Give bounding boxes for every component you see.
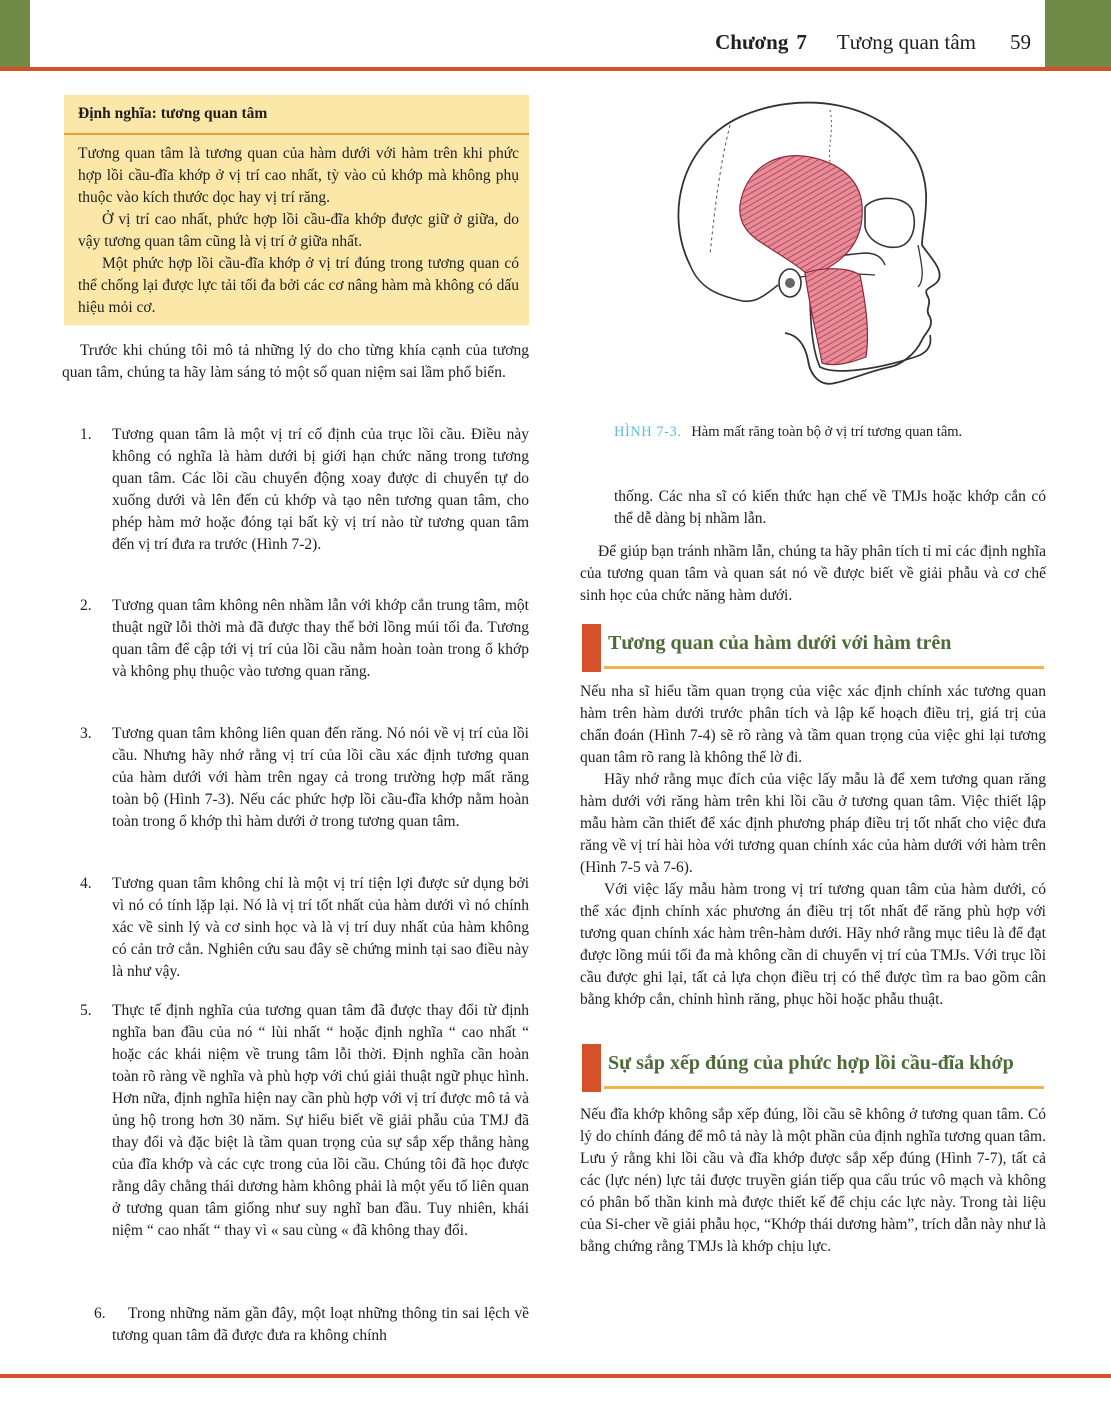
section-underline xyxy=(604,666,1044,669)
section-heading-alignment xyxy=(582,1044,1044,1092)
figure-caption-text: Hàm mất răng toàn bộ ở vị trí tương quan tâm. xyxy=(691,424,963,440)
list-item xyxy=(62,424,529,556)
section-title: Tương quan của hàm dưới với hàm trên xyxy=(608,632,952,654)
list-continuation xyxy=(614,486,1046,530)
section-paragraph: Nếu nha sĩ hiểu tầm quan trọng của việc xác định chính xác tương quan hàm trên hàm dưới trước phân tích và lập kế hoạch điều trị, giá trị của chẩn đoán (Hình 7-4) sẽ rõ ràng và tầm quan trọng của việc ghi lại tương quan tâm rõ rang là không thể lờ đi. xyxy=(580,683,1046,766)
list-text: Tương quan tâm là một vị trí cố định của trục lồi cầu. Điều này không có nghĩa là hàm dưới bị giới hạn chức năng trong tương quan tâm. Các lồi cầu chuyển động xoay được di chuyển tự do xuống dưới và lên đến củ khớp và tạo nên tương quan tâm, cho phép hàm mở hoặc đóng tại bất kỳ vị trí nào từ tương quan tâm đến vị trí đưa ra trước (Hình 7-2). xyxy=(112,426,529,553)
definition-paragraph: Tương quan tâm là tương quan của hàm dưới với hàm trên khi phức hợp lồi cầu-đĩa khớp ở vị trí cao nhất, tỳ vào củ khớp mà không phụ thuộc vào kích thước dọc hay vị trí răng. xyxy=(78,145,519,206)
section-bar xyxy=(582,1044,601,1092)
intro-paragraph: Trước khi chúng tôi mô tả những lý do cho từng khía cạnh của tương quan tâm, chúng ta hãy làm sáng tỏ một số quan niệm sai lầm phổ biến. xyxy=(62,342,529,381)
figure-caption xyxy=(614,424,1044,441)
list-number: 3. xyxy=(80,725,92,742)
right-paragraph: Để giúp bạn tránh nhầm lẫn, chúng ta hãy phân tích tỉ mỉ các định nghĩa của tương quan tâm và quan sát nó về được biết về giải phẫu và cơ chế sinh học của chức năng hàm dưới. xyxy=(580,543,1046,604)
list-text: Tương quan tâm không nên nhầm lẫn với khớp cắn trung tâm, một thuật ngữ lỗi thời mà đã được thay thế bởi lồng múi tối đa. Tương quan tâm để cập tới vị trí của lồi cầu nằm hoàn toàn trong ổ khớp và không phụ thuộc vào tương quan răng. xyxy=(112,597,529,680)
list-item xyxy=(62,1303,529,1347)
list-number: 6. xyxy=(94,1305,106,1322)
definition-body xyxy=(64,135,529,319)
corner-tab-right xyxy=(1045,0,1111,67)
skull-illustration xyxy=(660,95,960,390)
right-intro xyxy=(580,541,1046,607)
footer-rule xyxy=(0,1374,1111,1378)
section-title: Sự sắp xếp đúng của phức hợp lồi cầu-đĩa khớp xyxy=(608,1052,1014,1074)
chapter-number: 7 xyxy=(796,30,807,54)
section-paragraph: Nếu đĩa khớp không sắp xếp đúng, lồi cầu sẽ không ở tương quan tâm. Có lý do chính đáng để mô tả này là một phần của định nghĩa tương quan tâm. Lưu ý rằng khi lồi cầu và đĩa khớp được sắp xếp đúng (Hình 7-7), tất cả các (lực nén) lực tải được truyền gián tiếp qua cấu trúc vô mạch và không có phân bố thần kinh mà được thiết kế để chịu các lực này. Trong tài liệu của Si-cher về giải phẫu học, “Khớp thái dương hàm”, trích dẫn này như là bằng chứng rằng TMJs là khớp chịu lực. xyxy=(580,1106,1046,1255)
continuation-text: thống. Các nha sĩ có kiến thức hạn chế về TMJs hoặc khớp cắn có thể dễ dàng bị nhầm lẫn. xyxy=(614,488,1046,527)
section-underline xyxy=(604,1086,1044,1089)
figure-label: HÌNH 7-3. xyxy=(614,424,682,440)
list-text: Trong những năm gần đây, một loạt những thông tin sai lệch về tương quan tâm đã được đưa ra không chính xyxy=(112,1305,529,1344)
section-alignment-body xyxy=(580,1104,1046,1258)
corner-tab-left xyxy=(0,0,30,67)
definition-title: Định nghĩa: tương quan tâm xyxy=(64,95,529,135)
section-paragraph: Với việc lấy mẫu hàm trong vị trí tương quan tâm của hàm dưới, có thể xác định chính xác phương án điều trị tốt nhất để răng phù hợp với tương quan chính xác hàm trên-hàm dưới. Hãy nhớ rằng mục tiêu là để đạt được lồng múi tối đa mà không cần di chuyển vị trí của TMJs. Với trục lồi cầu được ghi lại, tất cả lựa chọn điều trị có thể được tìm ra bao gồm cân bằng khớp cắn, chỉnh hình răng, phục hồi hoặc phẫu thuật. xyxy=(580,881,1046,1008)
list-text: Tương quan tâm không chỉ là một vị trí tiện lợi được sử dụng bởi vì nó có tính lặp lại. Nó là vị trí tốt nhất của hàm dưới vì nó chính xác về sinh lý và cơ sinh học và là vị trí duy nhất của hàm không có cản trở cắn. Nghiên cứu sau đây sẽ chứng minh tại sao điều này là như vậy. xyxy=(112,875,529,980)
list-text: Thực tế định nghĩa của tương quan tâm đã được thay đổi từ định nghĩa ban đầu của nó “ lùi nhất “ hoặc định nghĩa “ cao nhất “ hoặc các khái niệm về trung tâm lỗi thời. Định nghĩa cần hoàn toàn rõ ràng về nghĩa và phù hợp với chú giải thuật ngữ phục hình. Hơn nữa, định nghĩa hiện nay cần phù hợp với vị trí được mô tả và ủng hộ trong hơn 30 năm. Sự hiểu biết về giải phẫu của TMJ đã thay đổi và đặc biệt là tầm quan trọng của sự sắp xếp thẳng hàng của đĩa khớp và các cực trong của lồi cầu. Chúng tôi đã học được rằng dây chằng thái dương hàm không phải là một yếu tố liên quan ở tương quan tâm giống như suy nghĩ ban đầu. Tuy nhiên, khái niệm “ cao nhất “ thay vì « sau cùng « đã không thay đổi. xyxy=(112,1002,529,1239)
definition-paragraph: Ở vị trí cao nhất, phức hợp lồi cầu-đĩa khớp được giữ ở giữa, do vậy tương quan tâm cũng là vị trí ở giữa nhất. xyxy=(78,211,519,250)
list-text: Tương quan tâm không liên quan đến răng. Nó nói về vị trí của lồi cầu. Nhưng hãy nhớ rằng vị trí của lồi cầu xác định tương quan của hàm dưới với hàm trên ngay cả trong trường hợp mất răng toàn bộ (Hình 7-3). Nếu các phức hợp lồi cầu-đĩa khớp nằm hoàn toàn trong ổ khớp thì hàm dưới ở trong tương quan tâm. xyxy=(112,725,529,830)
list-item xyxy=(62,723,529,833)
list-number: 5. xyxy=(80,1002,92,1019)
list-item xyxy=(62,595,529,683)
list-number: 2. xyxy=(80,597,92,614)
page-number: 59 xyxy=(1010,30,1031,54)
section-bar xyxy=(582,624,601,672)
section-paragraph: Hãy nhớ rằng mục đích của việc lấy mẫu là để xem tương quan răng hàm dưới với răng hàm trên khi lồi cầu ở tương quan tâm. Việc thiết lập mẫu hàm cần thiết để xác định phương pháp điều trị tốt nhất cho việc đưa răng về vị trí hài hòa với tương quan chính xác của hàm dưới với hàm trên (Hình 7-5 và 7-6). xyxy=(580,771,1046,876)
section-heading-relation xyxy=(582,624,1044,672)
list-number: 4. xyxy=(80,875,92,892)
definition-box xyxy=(64,95,529,325)
chapter-label: Chương xyxy=(715,30,789,54)
header-rule xyxy=(0,67,1111,71)
list-item xyxy=(62,873,529,983)
list-number: 1. xyxy=(80,426,92,443)
list-item xyxy=(62,1000,529,1242)
intro-text xyxy=(62,340,529,384)
chapter-title: Tương quan tâm xyxy=(836,30,976,54)
running-header xyxy=(715,30,1031,55)
section-relation-body xyxy=(580,681,1046,1011)
definition-paragraph: Một phức hợp lồi cầu-đĩa khớp ở vị trí đúng trong tương quan có thể chống lại được lực tải tối đa bởi các cơ nâng hàm mà không có dấu hiệu mỏi cơ. xyxy=(78,255,519,316)
